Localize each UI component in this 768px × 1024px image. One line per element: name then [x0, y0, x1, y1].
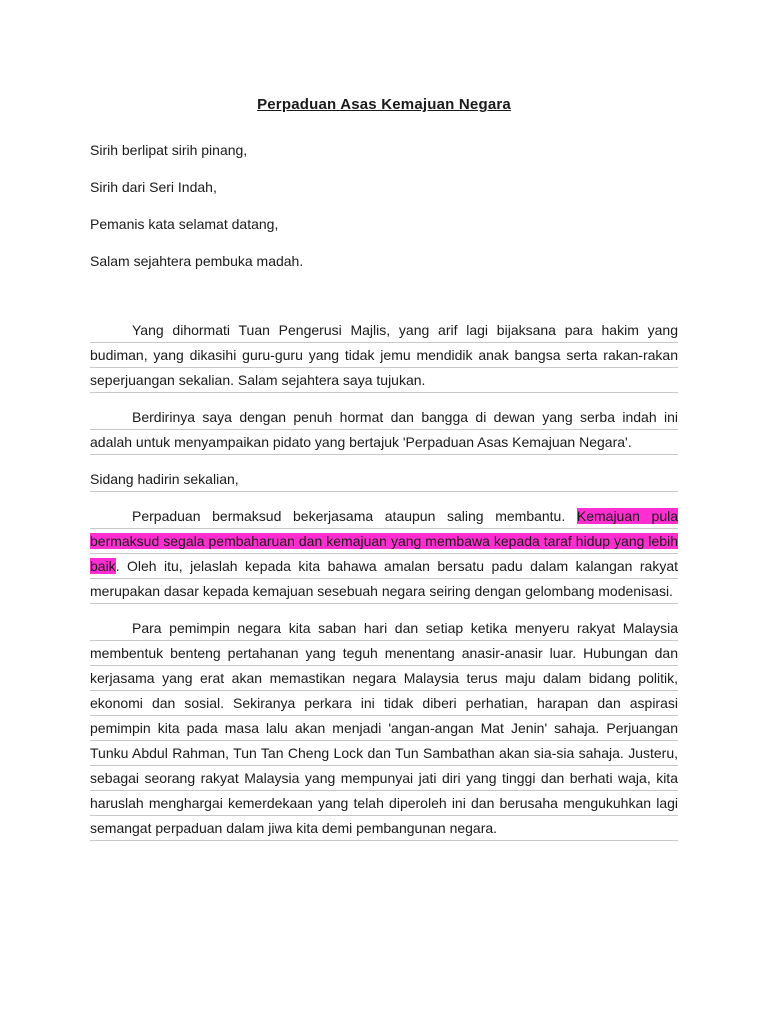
- greeting-paragraph: Yang dihormati Tuan Pengerusi Majlis, yang arif lagi bijaksana para hakim yang budiman, yang dikasihi guru-guru yang tidak jemu mendidik anak bangsa serta rakan-rakan seperjuangan sekalian. Salam sejahtera saya tujukan.: [90, 318, 678, 393]
- definition-paragraph: [90, 504, 678, 604]
- document-title: Perpaduan Asas Kemajuan Negara: [257, 96, 511, 113]
- introduction-paragraph: Berdirinya saya dengan penuh hormat dan bangga di dewan yang serba indah ini adalah untuk menyampaikan pidato yang bertajuk 'Perpaduan Asas Kemajuan Negara'.: [90, 405, 678, 455]
- verse-line: Salam sejahtera pembuka madah.: [90, 253, 304, 269]
- speech-body: [90, 318, 678, 853]
- verse-line: Pemanis kata selamat datang,: [90, 216, 279, 232]
- opening-verse: [90, 139, 690, 287]
- audience-address: Sidang hadirin sekalian,: [90, 467, 678, 492]
- definition-text-start: Perpaduan bermaksud bekerjasama ataupun saling membantu.: [132, 508, 577, 524]
- leaders-paragraph: Para pemimpin negara kita saban hari dan setiap ketika menyeru rakyat Malaysia membentuk benteng pertahanan yang teguh menentang anasir-anasir luar. Hubungan dan kerjasama yang erat akan memastikan negara Malaysia terus maju dalam bidang politik, ekonomi dan sosial. Sekiranya perkara ini tidak diberi perhatian, harapan dan aspirasi pemimpin kita pada masa lalu akan menjadi 'angan-angan Mat Jenin' sahaja. Perjuangan Tunku Abdul Rahman, Tun Tan Cheng Lock dan Tun Sambathan akan sia-sia sahaja. Justeru, sebagai seorang rakyat Malaysia yang mempunyai jati diri yang tinggi dan berhati waja, kita haruslah menghargai kemerdekaan yang telah diperoleh ini dan berusaha mengukuhkan lagi semangat perpaduan dalam jiwa kita demi pembangunan negara.: [90, 616, 678, 841]
- definition-text-end: . Oleh itu, jelaslah kepada kita bahawa amalan bersatu padu dalam kalangan rakyat merupakan dasar kepada kemajuan sesebuah negara seiring dengan gelombang modenisasi.: [90, 558, 678, 599]
- highlighted-text: Kemajuan pula bermaksud segala pembaharuan dan kemajuan yang membawa kepada taraf hidup yang lebih baik: [90, 508, 679, 574]
- verse-line: Sirih dari Seri Indah,: [90, 179, 217, 195]
- verse-line: Sirih berlipat sirih pinang,: [90, 142, 248, 158]
